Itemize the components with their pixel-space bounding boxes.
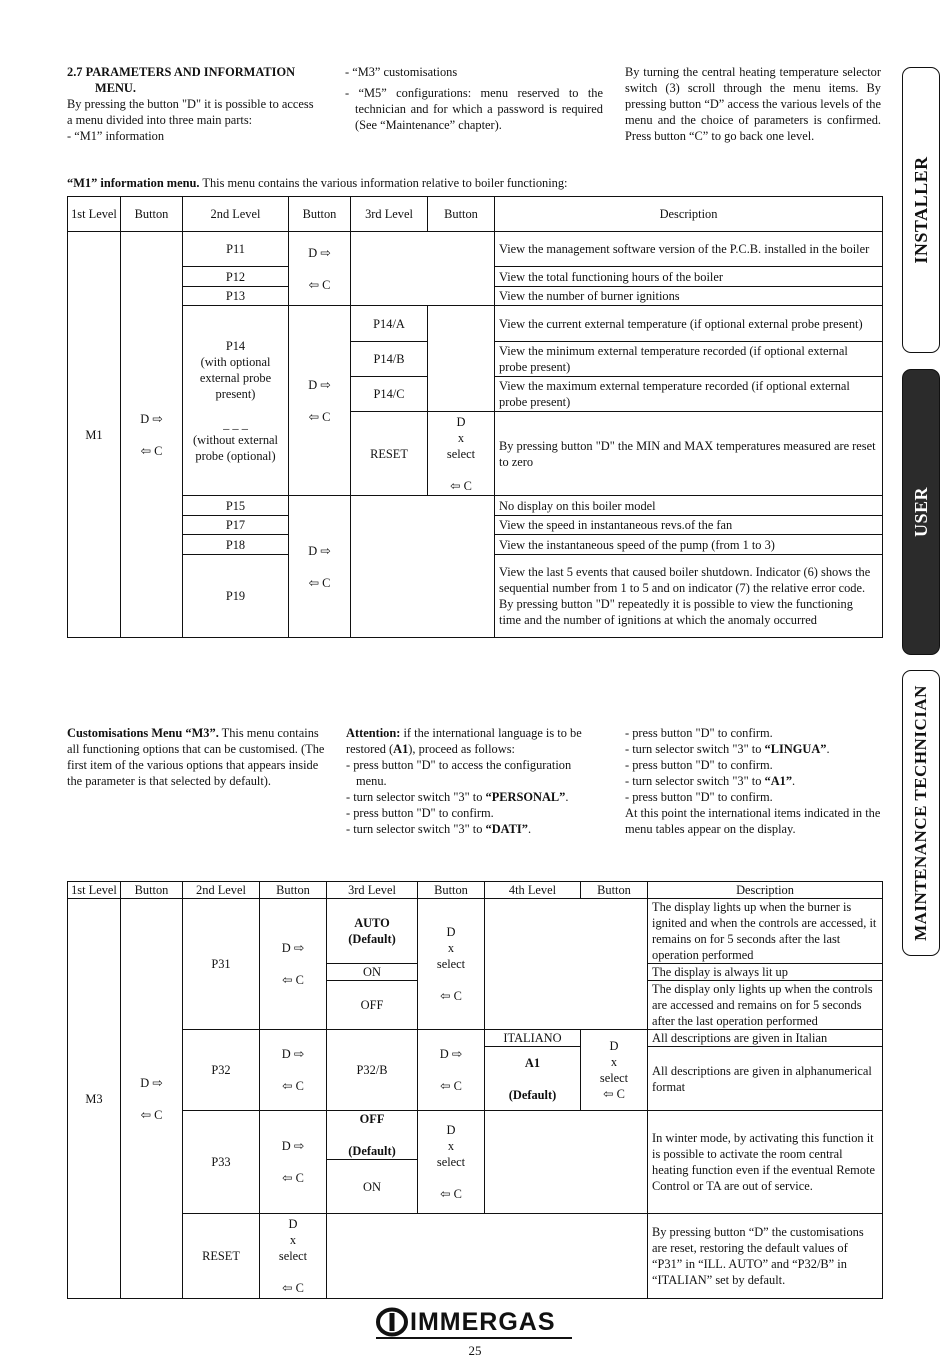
button-select: select	[436, 957, 466, 971]
step-value: “DATI”	[485, 822, 528, 836]
step-item: - press button "D" to confirm.	[625, 758, 773, 772]
description-cell: No display on this boiler model	[495, 496, 883, 516]
param-cell: P15	[183, 496, 289, 516]
param-cell: P33	[183, 1111, 260, 1214]
p14-note: (without external	[193, 432, 278, 447]
description-cell: All descriptions are given in alphanumerical format	[648, 1047, 883, 1111]
button-c: ⇦ C	[140, 1107, 163, 1122]
button-d: D ⇨	[308, 245, 331, 260]
m1-caption-text: This menu contains the various information relative to boiler functioning:	[199, 176, 568, 190]
attention-text: if the international language is to be restored (	[346, 726, 582, 756]
level-cell: M1	[68, 232, 121, 638]
tab-user[interactable]	[902, 369, 940, 655]
button-d: D	[446, 1123, 456, 1137]
option-default: (Default)	[348, 1144, 396, 1158]
param-cell: P14/C	[351, 377, 428, 412]
header-cell: Button	[121, 197, 183, 232]
m3-text-column-1	[67, 725, 325, 789]
button-cell	[260, 899, 327, 1030]
option-cell: ON	[327, 1160, 418, 1214]
button-c: ⇦ C	[440, 989, 462, 1003]
param-cell: P17	[183, 516, 289, 535]
description-cell: The display only lights up when the controls are accessed and remains on for 5 seconds after the last operation performed	[648, 981, 883, 1030]
button-x: x	[447, 941, 455, 955]
header-cell: Description	[495, 197, 883, 232]
description-cell: View the management software version of the P.C.B. installed in the boiler	[495, 232, 883, 267]
button-d: D	[446, 925, 456, 939]
empty-cell	[428, 306, 495, 412]
button-d: D	[456, 414, 466, 429]
button-d: D ⇨	[308, 377, 331, 392]
description-cell	[495, 555, 883, 638]
empty-cell	[327, 1214, 648, 1299]
header-cell: Description	[648, 882, 883, 899]
button-c: ⇦ C	[282, 1171, 304, 1185]
description-cell: View the instantaneous speed of the pump (from 1 to 3)	[495, 535, 883, 555]
description-cell: View the maximum external temperature recorded (if optional external probe present)	[495, 377, 883, 412]
param-cell: P14/B	[351, 342, 428, 377]
button-cell	[289, 496, 351, 638]
step-text: - turn selector switch "3" to	[346, 822, 486, 836]
param-cell: P19	[183, 555, 289, 638]
option-cell: ON	[327, 964, 418, 981]
logo-text: IMMERGAS	[410, 1308, 556, 1336]
header-cell: 3rd Level	[327, 882, 418, 899]
step-text: - turn selector switch "3" to	[625, 742, 765, 756]
description-cell: View the speed in instantaneous revs.of the fan	[495, 516, 883, 535]
header-cell: Button	[289, 197, 351, 232]
step-value: “PERSONAL”	[485, 790, 566, 804]
description-cell: By pressing button “D” the customisations are reset, restoring the default values of “P31” in “ILL. AUTO” and “P32/B” in “ITALIAN” set by default.	[648, 1214, 883, 1299]
button-c: ⇦ C	[603, 1087, 625, 1101]
p14-note: probe (optional)	[195, 448, 276, 463]
step-item: - press button "D" to confirm.	[625, 726, 773, 740]
logo-mark-icon	[376, 1307, 410, 1337]
tab-label: INSTALLER	[911, 156, 931, 264]
attention-a1: A1	[393, 742, 409, 756]
table-row	[68, 899, 883, 964]
header-cell: Button	[581, 882, 648, 899]
button-d: D ⇨	[281, 1139, 305, 1153]
param-cell: P31	[183, 899, 260, 1030]
table-row	[68, 306, 883, 342]
m1-table	[67, 196, 883, 638]
tab-label: MAINTENANCE TECHNICIAN	[911, 685, 930, 941]
header-cell: 2nd Level	[183, 197, 289, 232]
step-item: - turn selector switch "3" to “A1”.	[625, 774, 796, 788]
description-cell: View the minimum external temperature recorded (if optional external probe present)	[495, 342, 883, 377]
button-c: ⇦ C	[450, 478, 472, 493]
button-cell	[428, 412, 495, 496]
empty-cell	[351, 232, 495, 306]
m3-caption-bold: Customisations Menu “M3”.	[67, 726, 219, 740]
description-cell: All descriptions are given in Italian	[648, 1030, 883, 1047]
button-cell	[418, 1111, 485, 1214]
param-cell: P12	[183, 267, 289, 287]
intro-list-item: - “M3” customisations	[345, 65, 458, 79]
header-cell: Button	[428, 197, 495, 232]
m1-header-row	[68, 197, 883, 232]
button-d: D	[609, 1039, 619, 1053]
option-cell: ITALIANO	[485, 1030, 581, 1047]
m1-caption-bold: “M1” information menu.	[67, 176, 200, 190]
button-d: D ⇨	[439, 1047, 463, 1061]
tab-installer[interactable]	[902, 67, 940, 353]
button-cell	[260, 1111, 327, 1214]
p14-note: external probe	[199, 370, 272, 385]
button-x: x	[447, 1139, 455, 1153]
header-cell: Button	[121, 882, 183, 899]
m3-header-row	[68, 882, 883, 899]
option-label: A1	[524, 1055, 541, 1070]
button-cell	[289, 232, 351, 306]
empty-cell	[351, 496, 495, 638]
param-cell: P13	[183, 287, 289, 306]
table-row	[68, 232, 883, 267]
option-cell	[327, 899, 418, 964]
description-cell: The display lights up when the burner is ignited and when the controls are accessed, it remains on for 5 seconds after the last operation performed	[648, 899, 883, 964]
button-cell	[121, 899, 183, 1299]
button-cell	[121, 232, 183, 638]
option-cell	[485, 1047, 581, 1111]
header-cell: 1st Level	[68, 197, 121, 232]
button-c: ⇦ C	[282, 1079, 304, 1093]
button-d: D ⇨	[140, 1075, 163, 1090]
attention-text: ), proceed as follows:	[408, 742, 515, 756]
table-row	[68, 1030, 883, 1047]
intro-text-line: By pressing the button "D" it is possible to access	[67, 97, 314, 111]
m3-caption-text: This menu contains all functioning options that can be customised. (The first item of the various options that appears inside the parameter is that selected by default).	[67, 726, 325, 788]
p14-separator: _ _ _	[223, 416, 248, 431]
header-cell: 2nd Level	[183, 882, 260, 899]
param-cell: P18	[183, 535, 289, 555]
button-cell	[418, 899, 485, 1030]
option-default: (Default)	[508, 1087, 557, 1102]
button-cell	[289, 306, 351, 496]
step-item: - press button "D" to confirm.	[346, 806, 494, 820]
button-select: select	[446, 446, 476, 461]
param-cell: P32/B	[327, 1030, 418, 1111]
description-cell: By pressing button "D" the MIN and MAX temperatures measured are reset to zero	[495, 412, 883, 496]
intro-text-line: a menu divided into three main parts:	[67, 113, 253, 127]
table-row	[68, 496, 883, 516]
button-cell	[260, 1030, 327, 1111]
button-c: ⇦ C	[440, 1187, 462, 1201]
button-c: ⇦ C	[440, 1079, 462, 1093]
intro-column-2	[345, 64, 603, 133]
p14-note: (with optional	[200, 354, 271, 369]
empty-cell	[485, 1111, 648, 1214]
button-d: D ⇨	[281, 1047, 305, 1061]
header-cell: 4th Level	[485, 882, 581, 899]
step-value: “LINGUA”	[764, 742, 827, 756]
step-item: - turn selector switch "3" to “LINGUA”.	[625, 742, 830, 756]
button-x: x	[610, 1055, 618, 1069]
param-cell: P32	[183, 1030, 260, 1111]
button-d: D ⇨	[281, 941, 305, 955]
immergas-logo	[376, 1306, 576, 1338]
step-item: - turn selector switch "3" to “PERSONAL”.	[346, 790, 569, 804]
button-select: select	[599, 1071, 629, 1085]
button-select: select	[436, 1155, 466, 1169]
m3-text-column-3	[625, 725, 883, 837]
description-cell: View the current external temperature (if optional external probe present)	[495, 306, 883, 342]
logo-underline	[376, 1337, 572, 1339]
button-c: ⇦ C	[282, 1281, 304, 1295]
table-row	[68, 1111, 883, 1160]
option-cell	[327, 1111, 418, 1160]
intro-column-3	[625, 64, 881, 144]
m1-caption	[67, 175, 867, 191]
param-cell: RESET	[351, 412, 428, 496]
intro-column-1	[67, 64, 327, 144]
table-row	[68, 1214, 883, 1299]
p14-note: present)	[215, 386, 256, 401]
empty-cell	[485, 899, 648, 1030]
button-cell	[581, 1030, 648, 1111]
level-cell: M3	[68, 899, 121, 1299]
param-cell: P14/A	[351, 306, 428, 342]
button-d: D ⇨	[140, 411, 163, 426]
step-conclusion: At this point the international items indicated in the menu tables appear on the display.	[625, 806, 881, 836]
button-c: ⇦ C	[282, 973, 304, 987]
button-x: x	[457, 430, 465, 445]
section-heading-cont: MENU.	[95, 81, 136, 95]
button-d: D ⇨	[308, 543, 331, 558]
header-cell: Button	[418, 882, 485, 899]
m3-table	[67, 881, 883, 1299]
button-c: ⇦ C	[308, 575, 331, 590]
attention-label: Attention:	[346, 726, 401, 740]
m3-text-column-2	[346, 725, 604, 837]
step-item: - press button "D" to confirm.	[625, 790, 773, 804]
step-value: “A1”	[764, 774, 793, 788]
tab-label: USER	[911, 486, 931, 538]
step-text: - turn selector switch "3" to	[625, 774, 765, 788]
option-cell: OFF	[327, 981, 418, 1030]
header-cell: 1st Level	[68, 882, 121, 899]
header-cell: 3rd Level	[351, 197, 428, 232]
button-cell	[418, 1030, 485, 1111]
step-item: - press button "D" to access the configuration menu.	[346, 758, 572, 788]
step-text: - turn selector switch "3" to	[346, 790, 486, 804]
option-label: AUTO	[354, 916, 390, 930]
header-cell: Button	[260, 882, 327, 899]
button-cell	[260, 1214, 327, 1299]
description-cell: View the total functioning hours of the boiler	[495, 267, 883, 287]
intro-paragraph: By turning the central heating temperature selector switch (3) scroll through the menu items. By pressing button “D” access the various levels of the menu and the choice of parameters is confirmed. Press button “C” to go back one level.	[625, 65, 881, 143]
intro-list-item: - “M1” information	[67, 129, 165, 143]
description-cell: In winter mode, by activating this function it is possible to activate the room central heating function even if the eventual Remote Control or TA are out of service.	[648, 1111, 883, 1214]
page-number: 25	[468, 1343, 482, 1358]
description-text: View the last 5 events that caused boiler shutdown. Indicator (6) shows the sequential number from 1 to 5 and on indicator (7) the relative error code.	[499, 565, 871, 595]
param-cell-p14	[183, 306, 289, 496]
button-select: select	[278, 1249, 308, 1263]
button-c: ⇦ C	[308, 409, 331, 424]
intro-list-item: - “M5” configurations: menu reserved to the technician and for which a password is required (See “Maintenance” chapter).	[345, 86, 603, 132]
tab-maintenance-technician[interactable]	[902, 670, 940, 956]
description-cell: The display is always lit up	[648, 964, 883, 981]
button-c: ⇦ C	[140, 443, 163, 458]
description-cell: View the number of burner ignitions	[495, 287, 883, 306]
button-x: x	[289, 1233, 297, 1247]
button-c: ⇦ C	[308, 277, 331, 292]
option-default: (Default)	[348, 932, 396, 946]
description-text: By pressing button "D" repeatedly it is possible to view the functioning time and the number of ignitions at which the anomaly occurred	[499, 597, 853, 627]
section-heading: 2.7 PARAMETERS AND INFORMATION	[67, 65, 296, 79]
option-label: OFF	[359, 1112, 385, 1126]
step-item: - turn selector switch "3" to “DATI”.	[346, 822, 532, 836]
button-d: D	[288, 1217, 298, 1231]
param-cell: RESET	[183, 1214, 260, 1299]
param-cell: P11	[183, 232, 289, 267]
p14-label: P14	[225, 338, 246, 353]
